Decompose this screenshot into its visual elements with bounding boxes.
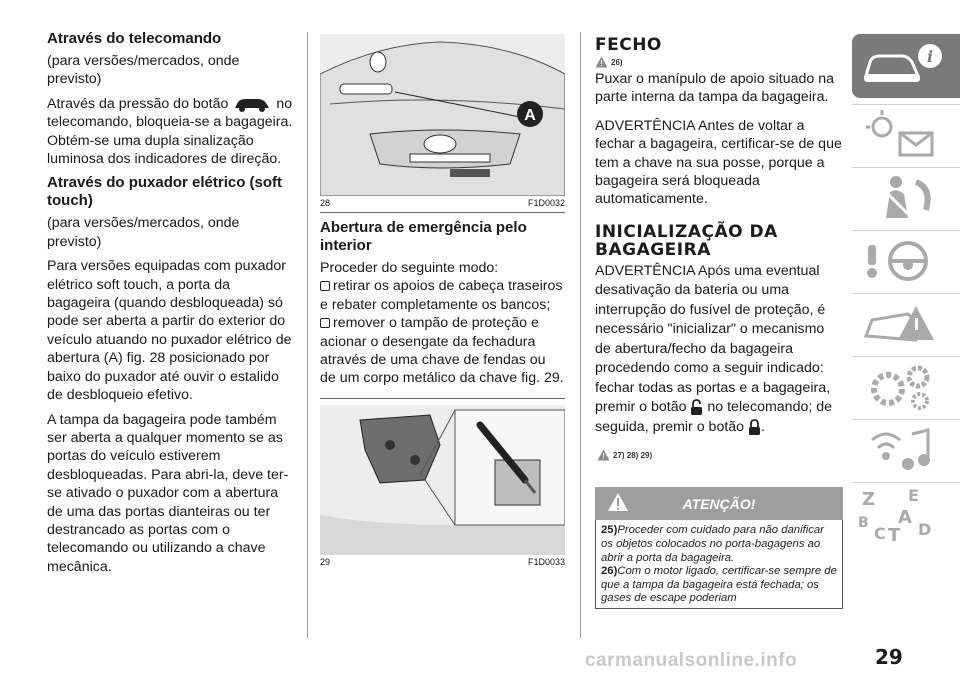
paragraph-versions-1: (para versões/mercados, onde previsto) bbox=[47, 53, 240, 88]
paragraph-initialize-b: no telecomando; de seguida, premir o botão bbox=[595, 399, 833, 435]
note-26-number: 26) bbox=[601, 565, 618, 578]
warning-refs-text: 27) 28) 29) bbox=[613, 450, 653, 460]
figure-29-number: 29 bbox=[320, 556, 331, 567]
figure-28-rule bbox=[320, 212, 565, 213]
heading-soft-touch: Através do puxador elétrico (soft touch) bbox=[47, 174, 283, 210]
figure-28 bbox=[320, 34, 565, 212]
paragraph-initialize bbox=[595, 262, 843, 438]
figure-28-caption bbox=[320, 198, 565, 212]
note-25 bbox=[601, 524, 837, 565]
paragraph-advertencia-key: ADVERTÊNCIA Antes de voltar a fechar a bagageira, certificar-se de que tem a chave na sua posse, porque a bagageira será bloqueada automaticamente. bbox=[595, 117, 842, 208]
note-26 bbox=[601, 565, 837, 606]
figure-28-image bbox=[320, 34, 565, 196]
figure-29-code: F1D0033 bbox=[527, 556, 565, 567]
index-letter-e: E bbox=[908, 486, 919, 505]
column-1 bbox=[47, 30, 297, 582]
callout-a: A bbox=[524, 107, 536, 124]
paragraph-initialize-c: . bbox=[761, 418, 765, 435]
paragraph-remote-lock bbox=[47, 95, 297, 169]
seatbelt-icon bbox=[852, 168, 952, 228]
padlock-closed-icon bbox=[748, 419, 761, 436]
note-25-text: Proceder com cuidado para não danificar os objetos colocados no porta-bagagens ao abrir a porta da bagageira. bbox=[601, 524, 824, 564]
column-divider-2 bbox=[580, 32, 581, 638]
paragraph-versions-2: (para versões/mercados, onde previsto) bbox=[47, 215, 240, 250]
figure-29-caption bbox=[320, 557, 565, 571]
bullet-headrests-text: retirar os apoios de cabeça traseiros e rebater completamente os bancos; bbox=[320, 278, 563, 313]
steering-wheel-icon bbox=[852, 231, 952, 291]
paragraph-procedure: Proceder do seguinte modo: bbox=[320, 260, 499, 276]
figure-29-image bbox=[320, 405, 565, 555]
bullet-icon bbox=[320, 318, 330, 328]
heading-emergency: Abertura de emergência pelo interior bbox=[320, 219, 527, 254]
figure-28-code: F1D0032 bbox=[527, 198, 565, 208]
index-letter-a: A bbox=[898, 507, 912, 528]
car-info-icon bbox=[852, 34, 952, 98]
multimedia-icon bbox=[852, 420, 952, 480]
warning-ref-26-text: 26) bbox=[611, 57, 623, 67]
figure-29-rule bbox=[320, 398, 565, 399]
page-number: 29 bbox=[875, 645, 903, 669]
tab-starting-driving[interactable] bbox=[852, 230, 960, 291]
paragraph-remote-lock-a: Através da pressão do botão bbox=[47, 95, 229, 112]
index-letter-c: C bbox=[874, 524, 886, 543]
tab-emergency[interactable] bbox=[852, 293, 960, 354]
attention-title: ATENÇÃO! bbox=[682, 495, 756, 512]
paragraph-pull-handle: Puxar o manípulo de apoio situado na parte interna da tampa da bagageira. bbox=[595, 71, 834, 106]
warning-ref-26 bbox=[595, 56, 843, 68]
gears-icon bbox=[852, 357, 952, 417]
warning-triangle-icon bbox=[595, 56, 608, 68]
note-26-text: Com o motor ligado, certificar-se sempre de que a tampa da bagageira está fechada; os gases de escape poderiam bbox=[601, 565, 837, 605]
heading-telecomando: Através do telecomando bbox=[47, 30, 222, 47]
tab-car-info[interactable] bbox=[852, 34, 960, 98]
column-2 bbox=[320, 34, 565, 571]
lock-mechanism-illustration bbox=[320, 405, 565, 555]
tab-multimedia[interactable] bbox=[852, 419, 960, 480]
index-letter-t: T bbox=[888, 525, 901, 543]
emergency-icon bbox=[852, 294, 952, 354]
watermark: carmanualsonline.info bbox=[585, 650, 798, 671]
bullet-headrests bbox=[320, 277, 565, 314]
note-25-number: 25) bbox=[601, 524, 618, 537]
attention-triangle-icon bbox=[607, 492, 629, 512]
warning-triangle-icon bbox=[597, 449, 610, 461]
index-letter-b: B bbox=[858, 515, 869, 531]
paragraph-initialize-a: ADVERTÊNCIA Após uma eventual desativação da bateria ou uma interrupção do fusível de proteção, é necessário "inicializar" o mecanismo de abertura/fecho da bagageira procedendo como a seguir indicado: fechar todas as portas e a bagageira, premir o botão bbox=[595, 262, 831, 416]
paragraph-soft-touch: Para versões equipadas com puxador elétrico soft touch, a porta da bagageira (quando desbloqueada) só pode ser aberta a partir do exterior do veículo atuando no puxador elétrico de abertura (A) fig. 28 posicionado por baixo do puxador até ouvir o estalido de desbloqueio efetivo. bbox=[47, 258, 292, 404]
heading-fecho: FECHO bbox=[595, 35, 662, 55]
column-divider-1 bbox=[307, 32, 308, 638]
index-letter-d: D bbox=[918, 520, 932, 539]
car-lock-icon bbox=[232, 96, 272, 112]
tab-safety[interactable] bbox=[852, 167, 960, 228]
index-letters-icon bbox=[852, 483, 952, 543]
tailgate-illustration bbox=[320, 34, 565, 196]
tab-maintenance[interactable] bbox=[852, 356, 960, 417]
figure-28-number: 28 bbox=[320, 198, 331, 208]
padlock-open-icon bbox=[690, 399, 703, 416]
chapter-tabs bbox=[852, 34, 960, 545]
tab-warning-lights[interactable] bbox=[852, 104, 960, 165]
paragraph-tailgate-open: A tampa da bagageira pode também ser aberta a qualquer momento se as portas do veículo estiverem desbloqueadas. Para abri-la, deve ter-se ativado o puxador com a abertura de uma das portas dianteiras ou ter destrancado as portas com o telecomando ou utilizando a chave mecânica. bbox=[47, 411, 289, 575]
tab-index[interactable] bbox=[852, 482, 960, 543]
bullet-cap bbox=[320, 314, 565, 388]
index-letter-z: Z bbox=[862, 489, 876, 510]
paragraph-remote-lock-b: no telecomando, bloqueia-se a bagageira. Obtém-se uma dupla sinalização luminosa dos indicadores de direção. bbox=[47, 95, 293, 168]
heading-inicializacao: INICIALIZAÇÃO DA BAGAGEIRA bbox=[595, 221, 778, 260]
attention-notes bbox=[595, 520, 843, 609]
warning-lights-icon bbox=[852, 105, 952, 165]
column-3 bbox=[595, 36, 843, 609]
svg-text:i: i bbox=[926, 47, 934, 66]
warning-refs-27-29 bbox=[597, 449, 843, 461]
attention-banner bbox=[595, 487, 843, 520]
bullet-icon bbox=[320, 281, 330, 291]
bullet-cap-text: remover o tampão de proteção e acionar o desengate da fechadura através de uma chave de fendas ou de um corpo metálico da chave fig. 29. bbox=[320, 315, 564, 387]
figure-29 bbox=[320, 405, 565, 571]
